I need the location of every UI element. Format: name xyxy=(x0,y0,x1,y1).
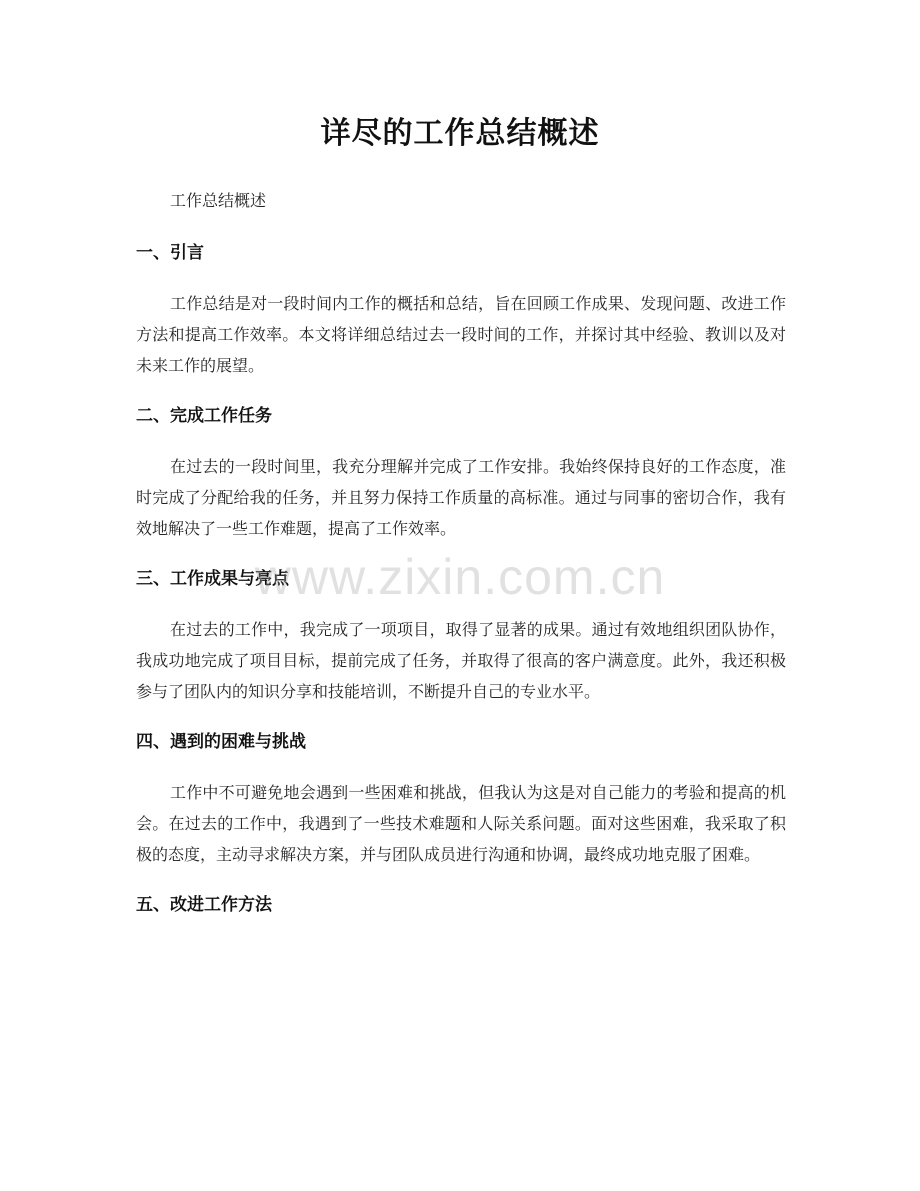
watermark: www.zixin.com.cn xyxy=(254,549,666,605)
document-subtitle: 工作总结概述 xyxy=(170,191,267,210)
document-title: 详尽的工作总结概述 xyxy=(320,116,600,151)
section-completed-tasks xyxy=(136,401,786,544)
section-introduction xyxy=(136,238,786,381)
section-heading: 二、完成工作任务 xyxy=(136,406,272,426)
section-heading: 一、引言 xyxy=(136,243,204,263)
section-improve-methods xyxy=(136,890,786,920)
section-challenges xyxy=(136,727,786,870)
section-paragraph: 工作总结是对一段时间内工作的概括和总结，旨在回顾工作成果、发现问题、改进工作方法和提高工作效率。本文将详细总结过去一段时间的工作，并探讨其中经验、教训以及对未来工作的展望。 xyxy=(136,294,786,375)
document-body xyxy=(136,186,786,940)
section-achievements xyxy=(136,564,786,707)
section-heading: 四、遇到的困难与挑战 xyxy=(136,732,306,752)
section-paragraph: 工作中不可避免地会遇到一些困难和挑战，但我认为这是对自己能力的考验和提高的机会。在过去的工作中，我遇到了一些技术难题和人际关系问题。面对这些困难，我采取了积极的态度，主动寻求解决方案，并与团队成员进行沟通和协调，最终成功地克服了困难。 xyxy=(136,783,786,864)
section-heading: 五、改进工作方法 xyxy=(136,895,272,915)
section-paragraph: 在过去的一段时间里，我充分理解并完成了工作安排。我始终保持良好的工作态度，准时完成了分配给我的任务，并且努力保持工作质量的高标准。通过与同事的密切合作，我有效地解决了一些工作难题，提高了工作效率。 xyxy=(136,457,786,538)
section-heading: 三、工作成果与亮点 xyxy=(136,569,289,589)
section-paragraph: 在过去的工作中，我完成了一项项目，取得了显著的成果。通过有效地组织团队协作，我成功地完成了项目目标，提前完成了任务，并取得了很高的客户满意度。此外，我还积极参与了团队内的知识分享和技能培训，不断提升自己的专业水平。 xyxy=(136,620,786,701)
